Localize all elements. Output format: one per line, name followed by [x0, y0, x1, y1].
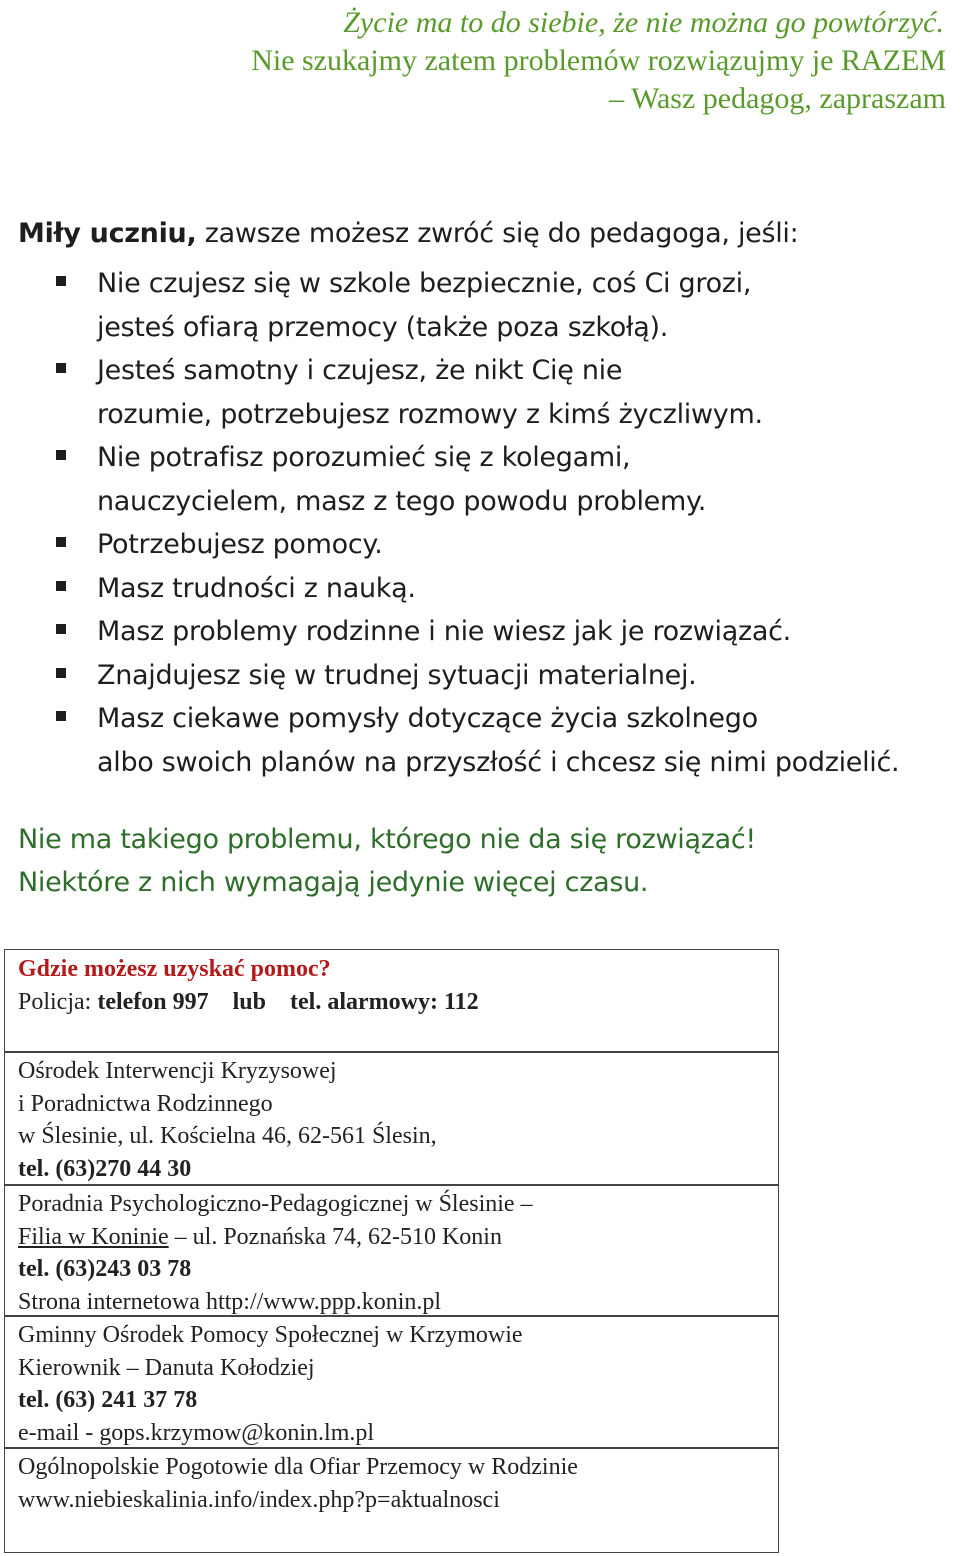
list-item-text: jesteś ofiarą przemocy (także poza szkołą). — [97, 311, 669, 343]
ppp-tel-label: tel. — [18, 1256, 50, 1282]
list-item-text: Znajdujesz się w trudnej sytuacji materialnej. — [97, 659, 697, 691]
intro-sentence — [18, 218, 798, 249]
niebieska-line-1: Ogólnopolskie Pogotowie dla Ofiar Przemocy w Rodzinie — [18, 1454, 578, 1480]
gops-phone — [18, 1384, 778, 1417]
quote-line-1: Życie ma to do siebie, że nie można go powtórzyć. — [343, 6, 944, 39]
list-item — [0, 610, 960, 654]
oik-address: w Ślesinie, ul. Kościelna 46, 62-561 Ślesin, — [18, 1123, 437, 1149]
square-bullet-icon — [56, 581, 66, 591]
police-label: Policja: — [18, 988, 92, 1015]
list-item-text: Jesteś samotny i czujesz, że nikt Cię nie — [97, 355, 623, 386]
square-bullet-icon — [56, 276, 66, 286]
intro-text: zawsze możesz zwróć się do pedagoga, jeśli: — [196, 218, 799, 249]
list-item-text: rozumie, potrzebujesz rozmowy z kimś życzliwym. — [97, 398, 763, 430]
gops-line-1: Gminny Ośrodek Pomocy Społecznej w Krzymowie — [18, 1322, 523, 1348]
contact-box-police — [4, 949, 779, 1052]
gops-manager: Kierownik – Danuta Kołodziej — [18, 1354, 315, 1381]
list-item — [0, 306, 960, 350]
police-alarm: tel. alarmowy: 112 — [290, 988, 479, 1015]
niebieska-website[interactable]: www.niebieskalinia.info/index.php?p=aktualnosci — [18, 1486, 500, 1513]
contacts-heading: Gdzie możesz uzyskać pomoc? — [18, 956, 331, 982]
ppp-filia: Filia w Koninie — [18, 1223, 169, 1250]
square-bullet-icon — [56, 711, 66, 721]
ppp-website[interactable]: Strona internetowa http://www.ppp.konin.pl — [18, 1288, 442, 1315]
list-item — [0, 567, 960, 611]
contact-box-niebieska-linia — [4, 1448, 779, 1553]
list-item-text: Nie potrafisz porozumieć się z kolegami, — [97, 442, 631, 473]
list-item-text: Masz ciekawe pomysły dotyczące życia szkolnego — [97, 703, 758, 734]
contact-box-gops — [4, 1316, 779, 1448]
ppp-address-line — [18, 1221, 778, 1254]
ppp-phone — [18, 1253, 778, 1286]
list-item — [0, 480, 960, 524]
list-item — [0, 262, 960, 306]
ppp-tel-value: (63)243 03 78 — [55, 1256, 192, 1282]
square-bullet-icon — [56, 450, 66, 460]
oik-tel-value: (63)270 44 30 — [55, 1155, 192, 1182]
contact-box-ppp — [4, 1185, 779, 1316]
police-phone: telefon 997 — [97, 988, 209, 1015]
ppp-line-1: Poradnia Psychologiczno-Pedagogicznej w Ślesinie – — [18, 1191, 533, 1217]
quote-line-2: Nie szukajmy zatem problemów rozwiązujmy je RAZEM — [251, 44, 946, 77]
list-item-text: albo swoich planów na przyszłość i chcesz się nimi podzielić. — [97, 746, 900, 778]
police-line — [18, 986, 778, 1019]
list-item — [0, 436, 960, 480]
help-reasons-list — [0, 262, 960, 784]
ppp-address: – ul. Poznańska 74, 62-510 Konin — [168, 1223, 502, 1250]
list-item-text: Nie czujesz się w szkole bezpiecznie, coś Ci grozi, — [97, 268, 752, 299]
police-or: lub — [232, 988, 267, 1015]
list-item — [0, 523, 960, 567]
closing-line-2: Niektóre z nich wymagają jedynie więcej czasu. — [18, 867, 649, 898]
gops-tel-label: tel. — [18, 1387, 50, 1413]
list-item-text: Masz trudności z nauką. — [97, 572, 416, 604]
intro-greeting: Miły uczniu, — [18, 218, 197, 249]
oik-phone — [18, 1153, 778, 1186]
list-item — [0, 697, 960, 741]
oik-line-1: Ośrodek Interwencji Kryzysowej — [18, 1058, 337, 1084]
oik-line-2: i Poradnictwa Rodzinnego — [18, 1090, 273, 1117]
list-item — [0, 393, 960, 437]
square-bullet-icon — [56, 537, 66, 547]
gops-email[interactable]: e-mail - gops.krzymow@konin.lm.pl — [18, 1419, 375, 1446]
oik-tel-label: tel. — [18, 1155, 50, 1182]
square-bullet-icon — [56, 624, 66, 634]
quote-signature: – Wasz pedagog, zapraszam — [609, 82, 946, 115]
square-bullet-icon — [56, 363, 66, 373]
closing-line-1: Nie ma takiego problemu, którego nie da się rozwiązać! — [18, 824, 756, 855]
list-item — [0, 741, 960, 785]
contact-box-oik — [4, 1052, 779, 1185]
list-item — [0, 349, 960, 393]
list-item-text: Potrzebujesz pomocy. — [97, 529, 383, 560]
square-bullet-icon — [56, 668, 66, 678]
list-item-text: Masz problemy rodzinne i nie wiesz jak je rozwiązać. — [97, 616, 791, 647]
list-item-text: nauczycielem, masz z tego powodu problemy. — [97, 485, 707, 517]
list-item — [0, 654, 960, 698]
gops-tel-value: (63) 241 37 78 — [55, 1387, 198, 1413]
